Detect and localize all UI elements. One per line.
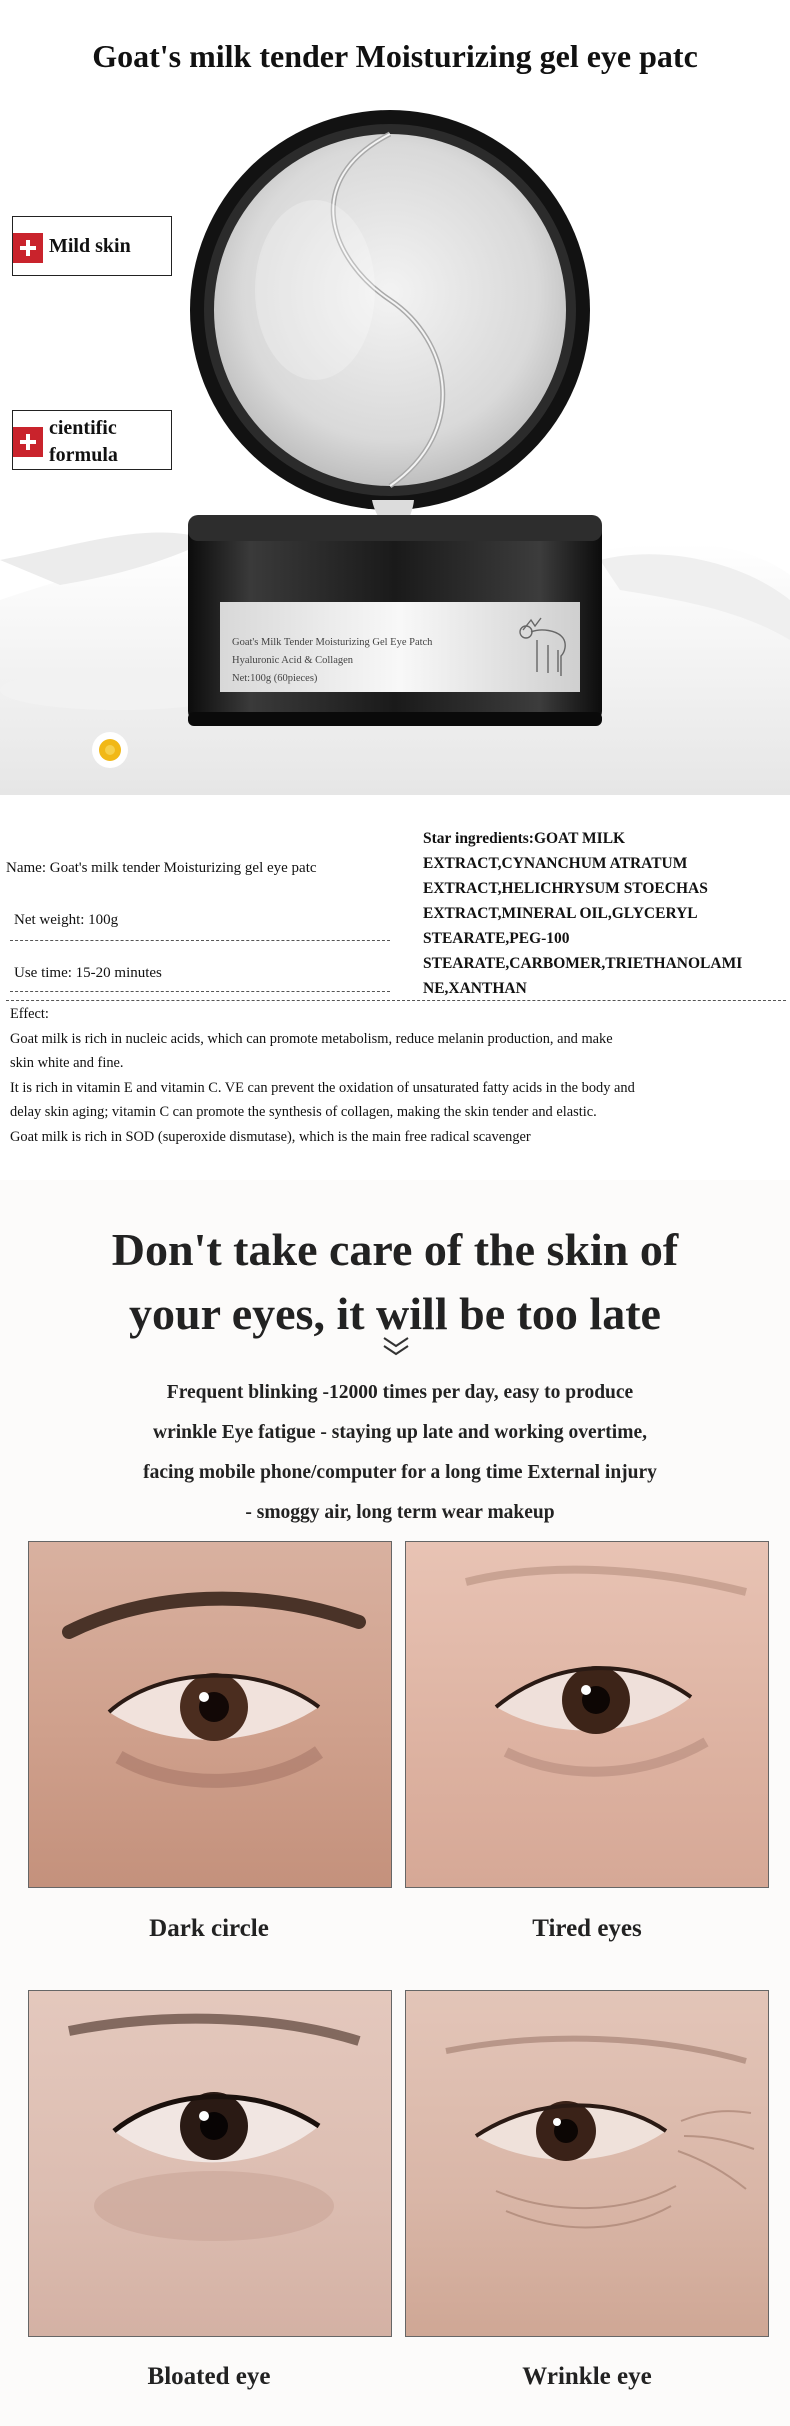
effect-line: It is rich in vitamin E and vitamin C. VE can prevent the oxidation of unsaturated fatty acids in the body and xyxy=(10,1079,635,1096)
headline-line1: Don't take care of the skin of xyxy=(111,1224,679,1275)
ingredients-line: EXTRACT,HELICHRYSUM STOECHAS xyxy=(423,880,708,897)
star-ingredients xyxy=(423,826,787,1001)
eye-illustration xyxy=(29,1991,391,2336)
photo-dark-circle xyxy=(28,1541,392,1888)
badge-label-line2: formula xyxy=(49,444,118,466)
effect-description xyxy=(10,1002,790,1149)
double-chevron-down-icon xyxy=(381,1335,411,1357)
badge-label: Mild skin xyxy=(49,235,131,257)
badge-scientific-formula xyxy=(12,410,172,470)
eye-illustration xyxy=(406,1991,768,2336)
ingredients-line: STEARATE,PEG-100 xyxy=(423,930,570,947)
eye-illustration xyxy=(406,1542,768,1887)
caption-dark-circle: Dark circle xyxy=(149,1915,269,1942)
effect-line: Goat milk is rich in nucleic acids, which can promote metabolism, reduce melanin production, and make xyxy=(10,1030,613,1047)
plus-icon xyxy=(13,427,43,457)
badge-label-line1: cientific xyxy=(49,417,117,439)
section-headline xyxy=(0,1218,790,1346)
intro-line: - smoggy air, long term wear makeup xyxy=(245,1502,555,1523)
intro-line: facing mobile phone/computer for a long time External injury xyxy=(143,1462,657,1483)
jar-label-line1: Goat's Milk Tender Moisturizing Gel Eye Patch xyxy=(232,637,433,648)
intro-line: wrinkle Eye fatigue - staying up late and working overtime, xyxy=(153,1422,647,1443)
effect-line: delay skin aging; vitamin C can promote the synthesis of collagen, making the skin tender and elastic. xyxy=(10,1104,597,1120)
page-title: Goat's milk tender Moisturizing gel eye patc xyxy=(92,38,698,74)
photo-wrinkle-eye xyxy=(405,1990,769,2337)
use-time: Use time: 15-20 minutes xyxy=(14,965,162,981)
jar-label-line2: Hyaluronic Acid & Collagen xyxy=(232,655,354,666)
intro-line: Frequent blinking -12000 times per day, easy to produce xyxy=(166,1382,634,1403)
effect-line: skin white and fine. xyxy=(10,1055,124,1071)
effect-heading: Effect: xyxy=(10,1006,49,1022)
ingredients-line: NE,XANTHAN xyxy=(423,980,527,997)
product-hero xyxy=(0,0,790,795)
plus-icon xyxy=(13,233,43,263)
jar-label-line3: Net:100g (60pieces) xyxy=(232,673,318,684)
ingredients-line: Star ingredients:GOAT MILK xyxy=(423,830,626,847)
headline-line2: your eyes, it will be too late xyxy=(129,1288,661,1339)
photo-bloated-eye xyxy=(28,1990,392,2337)
effect-line: Goat milk is rich in SOD (superoxide dismutase), which is the main free radical scavenger xyxy=(10,1128,531,1145)
photo-tired-eyes xyxy=(405,1541,769,1888)
ingredients-line: EXTRACT,MINERAL OIL,GLYCERYL xyxy=(423,905,698,922)
intro-text xyxy=(60,1373,740,1533)
caption-tired-eyes: Tired eyes xyxy=(532,1915,642,1942)
jar-label xyxy=(232,634,492,688)
caption-wrinkle-eye: Wrinkle eye xyxy=(522,2363,652,2390)
ingredients-line: EXTRACT,CYNANCHUM ATRATUM xyxy=(423,855,688,872)
divider xyxy=(10,940,390,941)
caption-bloated-eye: Bloated eye xyxy=(147,2363,271,2390)
chamomile-flower xyxy=(92,732,128,768)
badge-mild-skin xyxy=(12,216,172,276)
divider xyxy=(10,991,390,992)
eye-illustration xyxy=(29,1542,391,1887)
ingredients-line: STEARATE,CARBOMER,TRIETHANOLAMI xyxy=(423,955,743,972)
divider xyxy=(6,1000,786,1001)
net-weight: Net weight: 100g xyxy=(14,912,119,928)
product-name: Name: Goat's milk tender Moisturizing gel eye patc xyxy=(6,860,317,876)
